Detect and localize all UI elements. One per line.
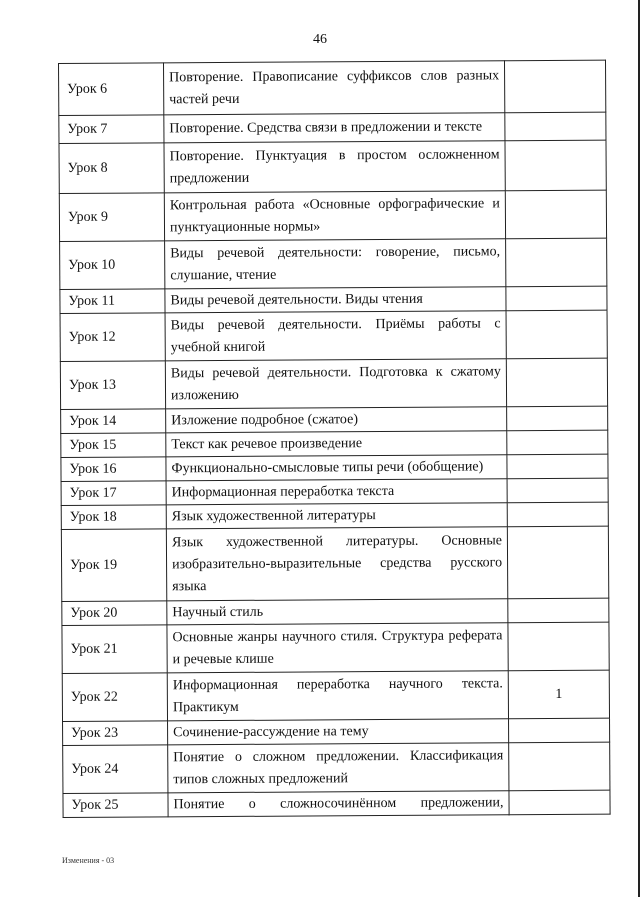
lesson-topic: Понятие о сложносочинённом предложении, <box>168 791 509 817</box>
table-row <box>59 140 606 193</box>
lesson-hours <box>507 430 608 455</box>
lesson-hours <box>508 622 609 671</box>
lesson-number: Урок 6 <box>59 63 164 116</box>
lesson-hours <box>509 718 610 743</box>
lesson-hours <box>505 140 606 191</box>
lesson-topic: Виды речевой деятельности. Подготовка к сжатому изложению <box>165 359 506 409</box>
lesson-number: Урок 8 <box>59 143 164 194</box>
lesson-topic: Сочинение-рассуждение на тему <box>168 719 509 745</box>
lesson-number: Урок 16 <box>61 457 166 482</box>
lesson-topic: Виды речевой деятельности. Виды чтения <box>165 287 506 313</box>
lesson-number: Урок 11 <box>60 289 165 314</box>
lesson-topic: Повторение. Правописание суффиксов слов разных частей речи <box>164 61 505 115</box>
lesson-number: Урок 14 <box>61 409 166 434</box>
lesson-topic: Функционально-смысловые типы речи (обобщение) <box>166 455 507 481</box>
lesson-hours <box>509 790 610 815</box>
lesson-number: Урок 19 <box>61 529 166 602</box>
lesson-topic: Контрольная работа «Основные орфографические и пунктуационные нормы» <box>164 191 505 241</box>
lesson-topic: Виды речевой деятельности: говорение, письмо, слушание, чтение <box>165 239 506 289</box>
page-number: 46 <box>313 32 327 47</box>
lesson-topic: Текст как речевое произведение <box>166 431 507 457</box>
lesson-topic: Научный стиль <box>167 599 508 625</box>
lesson-number: Урок 15 <box>61 433 166 458</box>
table-row <box>62 598 609 625</box>
table-row <box>62 622 609 673</box>
lesson-number: Урок 17 <box>61 481 166 506</box>
lesson-topic: Виды речевой деятельности. Приёмы работы с учебной книгой <box>165 311 506 361</box>
table-row <box>61 406 608 433</box>
lesson-hours <box>506 310 607 359</box>
lesson-topic: Информационная переработка научного текста. Практикум <box>167 671 508 721</box>
lesson-table <box>58 60 611 818</box>
lesson-hours <box>505 190 606 239</box>
table-row <box>61 478 608 505</box>
lesson-topic: Повторение. Средства связи в предложении и тексте <box>164 113 505 143</box>
lesson-number: Урок 20 <box>62 601 167 626</box>
lesson-topic: Основные жанры научного стиля. Структура реферата и речевые клише <box>167 623 508 673</box>
lesson-topic: Информационная переработка текста <box>166 479 507 505</box>
lesson-hours <box>506 238 607 287</box>
lesson-number: Урок 13 <box>60 361 165 410</box>
lesson-hours: 1 <box>508 670 609 719</box>
table-row <box>63 790 610 817</box>
lesson-number: Урок 25 <box>63 793 168 818</box>
lesson-topic: Повторение. Пунктуация в простом осложненном предложении <box>164 141 505 193</box>
lesson-topic: Язык художественной литературы <box>166 503 507 529</box>
lesson-topic: Понятие о сложном предложении. Классификация типов сложных предложений <box>168 743 509 793</box>
lesson-hours <box>507 502 608 527</box>
table-row <box>61 502 608 529</box>
table-row <box>62 670 609 721</box>
lesson-hours <box>507 454 608 479</box>
table-row <box>59 112 606 143</box>
lesson-topic: Язык художественной литературы. Основные изобразительно-выразительные средства русского языка <box>166 527 507 601</box>
lesson-number: Урок 10 <box>60 241 165 290</box>
lesson-hours <box>507 526 608 599</box>
lesson-hours <box>508 598 609 623</box>
lesson-number: Урок 24 <box>63 745 168 794</box>
table-row <box>59 190 606 241</box>
table-row <box>60 310 607 361</box>
table-row <box>61 454 608 481</box>
table-row <box>59 60 606 115</box>
lesson-hours <box>507 406 608 431</box>
lesson-number: Урок 7 <box>59 115 164 144</box>
lesson-number: Урок 22 <box>62 673 167 722</box>
footer-note: Изменения - 03 <box>62 856 115 865</box>
table-row <box>60 286 607 313</box>
lesson-number: Урок 21 <box>62 625 167 674</box>
table-row <box>61 430 608 457</box>
lesson-hours <box>504 60 605 113</box>
table-row <box>61 526 608 601</box>
lesson-hours <box>507 478 608 503</box>
lesson-hours <box>506 358 607 407</box>
lesson-number: Урок 12 <box>60 313 165 362</box>
lesson-hours <box>509 742 610 791</box>
lesson-number: Урок 9 <box>59 193 164 242</box>
lesson-hours <box>505 112 606 141</box>
table-row <box>60 358 607 409</box>
table-row <box>63 718 610 745</box>
lesson-number: Урок 23 <box>63 721 168 746</box>
lesson-number: Урок 18 <box>61 505 166 530</box>
table-row <box>60 238 607 289</box>
lesson-topic: Изложение подробное (сжатое) <box>166 407 507 433</box>
table-row <box>63 742 610 793</box>
lesson-hours <box>506 286 607 311</box>
